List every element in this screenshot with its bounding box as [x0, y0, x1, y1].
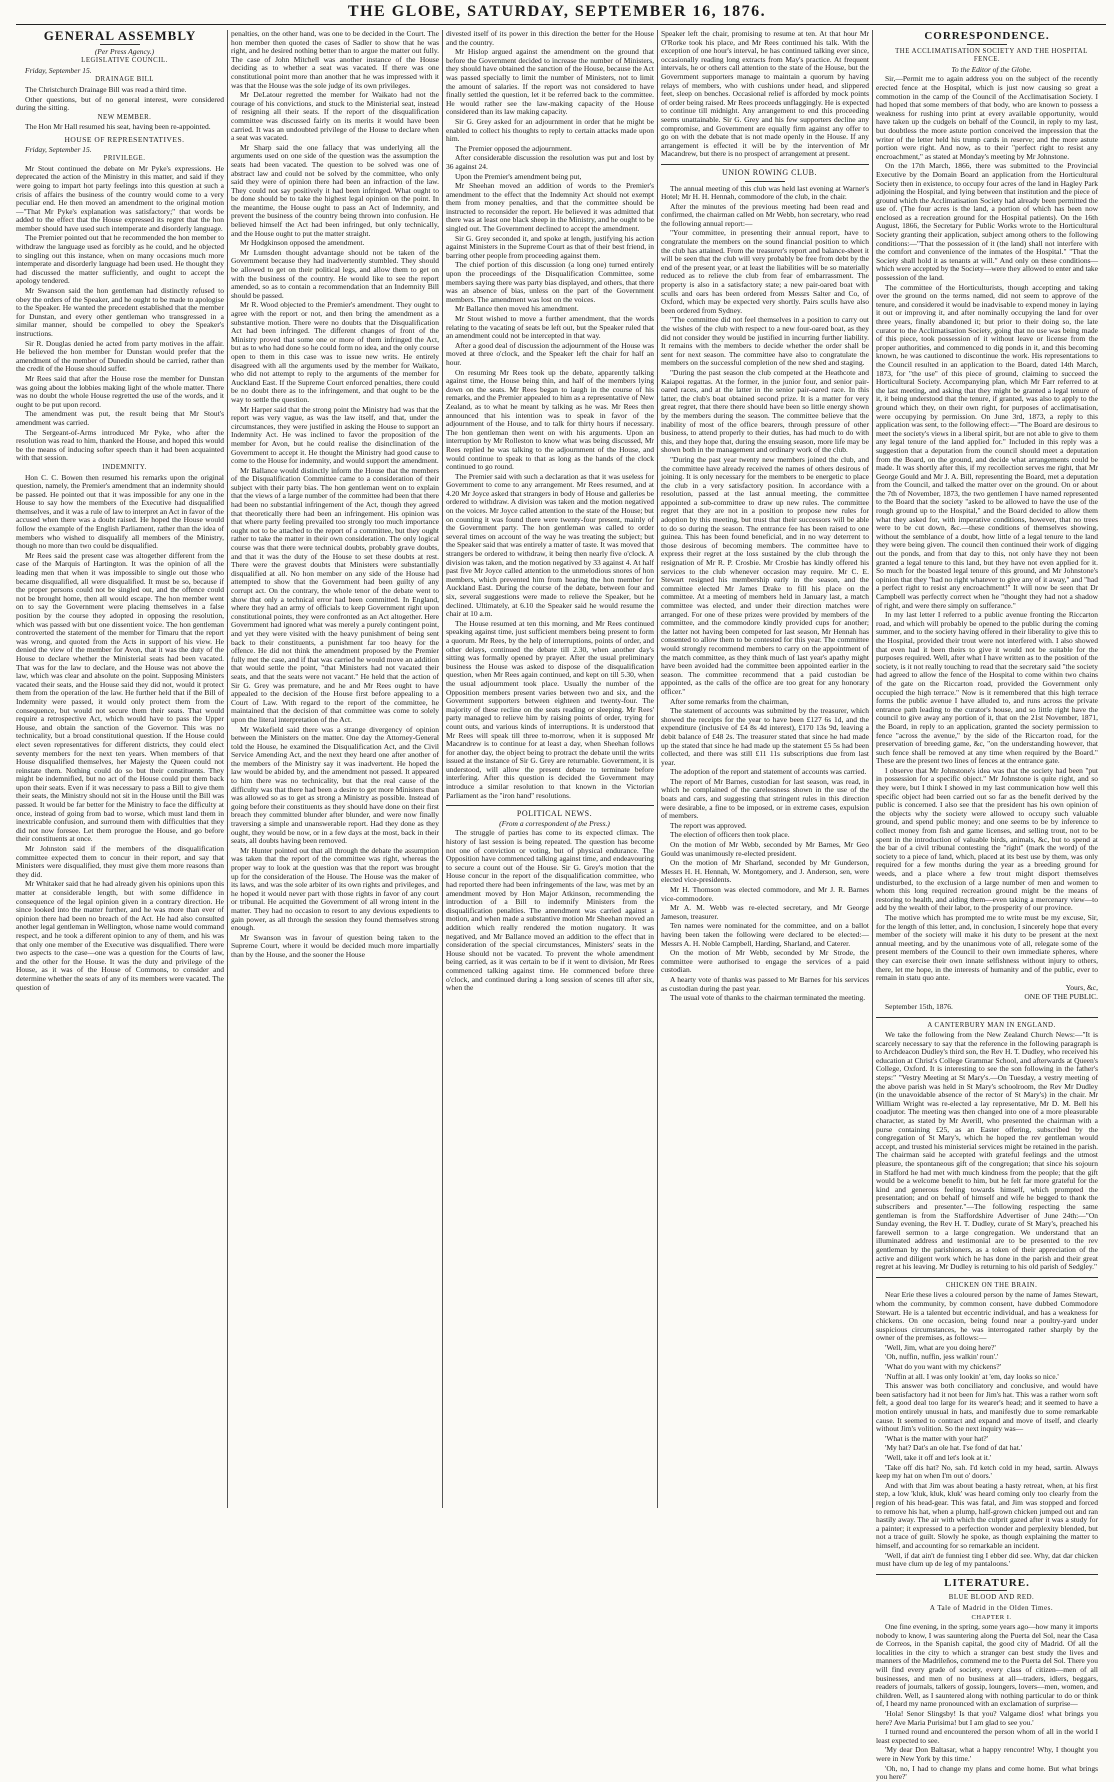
paragraph: Mr Rees said that after the House rose the member for Dunstan was going about the lobbies making light of the whole matter. There was no doubt the whole House regretted the use of the words, and it ought to be put upon record.	[16, 373, 224, 409]
general-assembly-heading: GENERAL ASSEMBLY	[43, 28, 197, 43]
paragraph: I observe that Mr Johnstone's idea was that the society had been "put in possession for a specific object." Mr Johnstone is quite right, and so they were, but I think I showed in my last communication how well this specific object had been carried out so far as the benefit derived by the public is concerned. I also see that the president has his own opinion of the objects why the society were allowed to occupy such valuable ground, and spend public money; and one seems to be by inference to collect money from fish and game licenses, and selling trout, not to be spent in the introduction of valuable birds, animals, &c, but to spend at the bar of a civil tribunal contesting the "right" (mark the word) of the society to a piece of land, which, placed at its best use by them, was only required for a few months during the year as a breeding ground for weeds, and a place where a few trout might disport themselves undisturbed, to the exclusion of a large number of men and women to whom this long required recreation ground might be the means of restoring to health, and aiding them—even taking a mercenary view—to add by the wealth of their labor, to the prosperity of our province.	[876, 765, 1098, 913]
paragraph: Mr A. M. Webb was re-elected secretary, and Mr George Jameson, treasurer.	[661, 903, 869, 921]
divider	[967, 44, 1007, 45]
paragraph: Mr Ballance then moved his amendment.	[455, 304, 579, 314]
paragraph: 'Oh, nuffin, nuffin, jess walkin' roun'.'	[885, 1352, 999, 1362]
masthead	[0, 0, 1114, 22]
paragraph: Mr Johnston said if the members of the disqualification committee expected them to concur in their report, and say that Ministers were disqualified, they must give them more reasons than they did.	[16, 844, 224, 879]
column-divider	[872, 30, 873, 1508]
paragraph: Sir G. Grey seconded it, and spoke at length, justifying his action against Ministers in the Supreme Court as that of their best friend, in barring other people from proceeding against them.	[446, 233, 654, 260]
paragraph: Mr Harper said that the strong point the Ministry had was that the report was very vague, as was the law itself, and that, under the circumstances, they were justified in asking the House to support an Indemnity Act. He was inclined to favor the proposition of the member for Avon, but he could realise the disinclination of the Government to accept it. He thought the Ministry had good cause to come to the House for indemnity, and would support the amendment.	[231, 404, 439, 466]
paragraph: Mr H. Thomson was elected commodore, and Mr J. R. Barnes vice-commodore.	[661, 885, 869, 903]
paragraph: On the 17th March, 1866, there was submitted to the Provincial Executive by the Domain Board an application from the Horticultural Society then in existence, to occupy four acres of the land in Hagley Park adjoining the Hospital, and lying between that institution and the piece of ground which the Acclimatisation Society had already been permitted the use of. (The four acres is the land, a portion of which has been now enclosed as a recreation ground for the Hospital patients). On the 16th August, 1866, the Secretary for Public Works wrote to the Horticultural Society granting their application, subject among others to the following conditions:—"That the possession of it (the land) shall not interfere with the comfort and convenience of the inmates of the Hospital." "That the Society shall hold it as tenants at will." And only on these conditions—which were accepted by the Society—were they allowed to enter and take possession of the land.	[876, 161, 1098, 283]
paragraph: "The committee did not feel themselves in a position to carry out the wishes of the club with respect to a new four-oared boat, as they did not consider they would be justified in incurring further liability. It remains with the members to decide whether the order shall be sent for next season. The committee have also to congratulate the members on the successful completion of the new shed and staging.	[661, 315, 869, 368]
rowing-club-heading: UNION ROWING CLUB.	[722, 167, 817, 177]
paragraph: Sir,—Permit me to again address you on the subject of the recently erected fence at the Hospital, which is just now causing so great a commotion in the camp of the Council of the Acclimatisation Society. I had hoped that some members of that body, who are known to possess a weakness for rushing into print at every available opportunity, would have taken up the cudgels on behalf of the Council, in reply to my last, but doubtless the more astute portion conceived the impression that the writer of the letter held his trump cards in reserve; and the more astute portion were right. And now, as to their "perfect right to resist any encroachment," as stated at Monday's meeting by Mr Johnstone.	[876, 74, 1098, 161]
drainage-bill-heading: DRAINAGE BILL	[95, 76, 154, 84]
paragraph: Upon the Premier's amendment being put,	[455, 171, 582, 181]
section-rule	[661, 164, 869, 165]
divider	[745, 181, 785, 182]
paragraph: 'My dear Don Baltasar, what a happy rencontre! Why, I thought you were in New York by this time.'	[876, 1745, 1098, 1763]
section-rule	[876, 1017, 1098, 1018]
letter-date: September 15th, 1876.	[885, 1001, 953, 1011]
council-heading: LEGISLATIVE COUNCIL.	[81, 57, 168, 65]
paragraph: I turned round and encountered the person whom of all in the world I least expected to see.	[876, 1727, 1098, 1745]
paragraph: Mr Hislop argued against the amendment on the ground that before the Government decided to increase the number of Ministers, they should have obtained the sanction of the House, because the Act was passed specially to limit the number of Ministers, not to limit the amount of salaries. If the report was not considered to have finally settled the question, let it be referred back to the committee. He would rather see the law-making capacity of the House considered than its law making capacity.	[446, 47, 654, 117]
chapter-heading: CHAPTER I.	[971, 1613, 1012, 1621]
paragraph: Sir G. Grey asked for an adjournment in order that he might be enabled to collect his thoughts to reply to certain attacks made upon him.	[446, 116, 654, 144]
paragraph: divested itself of its power in this direction the better for the House and the country.	[446, 29, 654, 47]
column-1	[16, 30, 224, 1510]
paragraph: 'Well, if dat ain't de funniest ting I ebber did see. Why, dat dar chicken must have clum up de leg of my pantaloons.'	[876, 1550, 1098, 1569]
indemnity-heading: INDEMNITY.	[102, 463, 147, 471]
political-news-heading: POLITICAL NEWS.	[516, 809, 593, 819]
paragraph: 'Oh, no, I had to change my plans and come home. But what brings you here?'	[876, 1763, 1098, 1782]
column-divider	[442, 30, 443, 1508]
paragraph: Mr Rees said the present case was altogether different from the case of the Marquis of Hartington. It was the opinion of all the leading men that when it was impossible to single out those who became disqualified, all were disqualified. It must be so, because if the proper persons could not be singled out, and the offence could not be brought home, then all would escape. The hon member went on to say the Government were placing themselves in a false position by the course they adopted in opposing the resolution, which was passed with but one dissentient voice. The hon gentleman controverted the statement of the member for Timaru that the report was wrong, and quoted from the Acts in support of his view. He denied the view of the member for Avon, that it was the duty of the House to declare whether the Ministerial seats had been vacated. That was for the law to declare, and the House was not above the law, which was clear and absolute on the point. Supposing Ministers vacated their seats, and the House said they did not, would it protect them from the operation of the law. He further held that if the Bill of Indemnity were passed, it would only protect them from the consequence, but would not secure them their seats. That would require a retrospective Act, which would have to pass the Upper House, and obtain the sanction of the Governor. This was no technicality, but a broad constitutional question. If the House could elect seven representatives for different districts, they could elect seventy members for the next ten years. When members of that House disqualified themselves, her Majesty the Queen could not reinstate them. Nothing could do so but their constituents. They might be indemnified, but no act of the House could put them back upon their seats. Even if it was necessary to pass a Bill to give them their seats, the Ministry should not sit in the House until the Bill was passed. It would be far better for the Ministry to face the difficulty at once, instead of going from bad to worse, which must land them in inextricable confusion, and surround them with difficulties that they did not now foresee. Let them prorogue the House, and go before their constituents at once.	[16, 550, 224, 844]
paragraph: The Premier pointed out that he recommended the hon member to withdraw the language used as forcibly as he could, and he objected to singling out this instance, when on many occasions much more intemperate and disorderly language had been used. He thought they had discussed the matter sufficiently, and ought to accept the apology tendered.	[16, 233, 224, 286]
paragraph: The statement of accounts was submitted by the treasurer, which showed the receipts for the year to have been £127 6s 1d, and the expenditure (inclusive of £4 8s 4d interest), £170 13s 9d, leaving a debit balance of £48 2s. The treasurer stated that since he had made up the stated that since he had made up the statement £5 5s had been collected, and there was still £11 11s subscriptions due from last year.	[661, 706, 869, 767]
paragraph: penalties, on the other hand, was one to be decided in the Court. The hon member then quoted the cases of Sadler to show that he was right, and he desired nothing better than to argue the matter out fully. The case of John Mitchell was another instance of the House deciding as to whether a seat was vacated. If there was one constitutional point more than another that he was impressed with it was that the House was the sole judge of its own privileges.	[231, 29, 439, 90]
paragraph: Mr Stout continued the debate on Mr Pyke's expressions. He deprecated the action of the Ministry in this matter, and said if they were going to impart hot party feelings into this question at such a crisis of affairs the business of the country would come to a very peculiar end. He then moved an amendment to the original motion—"That Mr Pyke's explanation was satisfactory;" that words be added to the effect that the House expressed its regret that the hon member should have used such intemperate and disorderly language.	[16, 163, 224, 233]
paragraph: Mr Whitaker said that he had already given his opinions upon this matter at considerable length, but with some diffidence in consequence of the legal opinion given in a contrary direction. He since looked into the matter further, and he was more than ever of opinion there had been no breach of the Act. He had also consulted another legal gentleman in Wellington, whose name would command respect, and he took a different opinion to any of them, and his was that only one member of the Executive was disqualified. There were two aspects to the case—one was a question for the Courts of law, and the other for the House. It was the duty and privilege of the House, as it was of the House of Commons, to consider and determine whether the seats of any of its members were vacated. The question of	[16, 879, 224, 992]
chicken-heading: CHICKEN ON THE BRAIN.	[945, 1281, 1038, 1289]
paragraph: On the motion of Mr Webb, seconded by Mr Barnes, Mr Geo Gould was unanimously re-elected president.	[661, 840, 869, 858]
paragraph: After a good deal of discussion the adjournment of the House was moved at three o'clock, and the Speaker left the chair for half an hour.	[446, 340, 654, 367]
paragraph: Mr R. Wood objected to the Premier's amendment. They ought to agree with the report or not, and then bring the amendment as a substantive motion. There were no doubts that the Disqualification Act had been infringed. The different changes of front of the Ministry proved that some one or more of them infringed the Act, but as to who had done so he could form no idea, and the only course open to them in this case was to issue new writs. He entirely disagreed with all the arguments used by the member for Waikato, who did not attempt to reply to the arguments of the member for Auckland East. If the Supreme Court enforced penalties, there could be no doubt there as to the infringement, and that ought to be the way to settle the question.	[231, 300, 439, 404]
paragraph: "During the past season the club competed at the Heathcote and Kaiapoi regattas. At the former, in the junior four, and senior pair-oared races, and at the latter in the senior pair-oared race. In this latter, the club's boat obtained second prize. It is a matter for very great regret, that there there should have been so little energy shown by the members during the season. The committee believe that the inability of most of the office bearers, through pressure of other business, to attend properly to their duties, has had much to do with this, and they hope that, during the ensuing season, more life may be shown both in the management and ordinary work of the club.	[661, 367, 869, 455]
paragraph: On resuming Mr Rees took up the debate, apparently talking against time, the House being thin, and half of the members lying down on the seats. Mr Rees began to laugh in the course of his remarks, and the Premier appealed to him as a representative of New Zealand, as to what he meant by talking as he was. Mr Rees then announced that his intention was to speak in favor of the adjournment of the House, and to talk for thirty hours if necessary. The hon gentleman then went on with his arguments. Upon an interruption by Mr Rolleston to know what was being discussed, Mr Rees replied he was talking to the adjournment of the House, and would continue to speak to that as long as the hands of the clock continued to go round.	[446, 367, 654, 472]
divider	[100, 44, 140, 45]
paragraph: Mr Wakefield said there was a strange divergency of opinion between the Ministers on the matter. One day the Attorney-General told the House, he examined the Disqualification Act, and the Civil Service Amending Act, and the next they heard one after another of the members of the Ministry say it was inadvertent. He hoped the law would be abided by, and the amendment not passed. It appeared to him there was no technicality, but that the real cause of the difficulty was that there had been a desire to get more Ministers than was allowed so as to get as strong a Ministry as possible. Instead of going before their constituents as they should have done on their first breach they committed blunder after blunder, and were now finally traversing a simple and unanswerable report. Had they done as they ought, they would be now, or in a few days at the most, back in their seats, all doubts having been removed.	[231, 724, 439, 846]
paragraph: The struggle of parties has come to its expected climax. The history of last session is being repeated. The question has become not one of conviction or voting, but of physical endurance. The Opposition have commenced talking against time, and endeavouring to secure a count out of the House. Sir G. Grey's motion that the House concur in the report of the disqualification committee, who had reported there had been infringements of the law, was met by an amendment moved by Hon Major Atkinson, recommending the introduction of a Bill to indemnify Ministers from the disqualification penalties. The amendment was carried against a motion, and when made a substantive motion Mr Sheehan moved an addition which really rendered the motion nugatory. It was negatived, and Mr Ballance moved an addition to the effect that in consideration of the special circumstances, Ministers' seats in the House should not be vacated. To prevent the whole amendment being carried, as it was certain to be if it went to division, Mr Rees commenced talking against time. He commenced before three o'clock, and continued during a long session of scenes till after six, when the	[446, 828, 654, 993]
paragraph: The usual vote of thanks to the chairman terminated the meeting.	[670, 993, 866, 1003]
privilege-heading: PRIVILEGE.	[103, 155, 146, 163]
press-agency-note: (Per Press Agency.)	[94, 46, 155, 56]
paragraph: Speaker left the chair, promising to resume at ten. At that hour Mr O'Rorke took his place, and Mr Rees continued his talk. With the exception of one hour's interval, he has continued talking ever since, occasionally reading long extracts from May's practice. At frequent intervals, he or others call attention to the state of the House, but the Government supporters manage to maintain a quorum by having relays of members, who with cushions under head, and slippered feet, sleep on benches. Occasional relief is afforded by mock points of order being raised. Mr Rees proceeds unflaggingly. He is expected to continue till midnight. Any arrangement to end this proceeding seems unattainable. Sir G. Grey and his few supporters decline any compromise, and Government are equally firm against any offer to go on with the debate that is not made openly in the House. If any arrangement is effected it will be by the intervention of Mr Macandrew, but there is no prospect of arrangement at present.	[661, 29, 869, 159]
political-news-source: (From a correspondent of the Press.)	[499, 818, 610, 828]
paragraph: The amendment was put, the result being that Mr Stout's amendment was carried.	[16, 409, 224, 427]
paragraph: Sir R. Douglas denied he acted from party motives in the affair. He believed the hon member for Dunstan would prefer that the amendment of the member of Dunedin should be carried, rather than the credit of the House should suffer.	[16, 338, 224, 374]
story-subtitle: A Tale of Madrid in the Olden Times.	[929, 1603, 1054, 1612]
new-member-heading: NEW MEMBER.	[97, 113, 152, 121]
section-rule	[876, 1574, 1098, 1575]
paragraph: Hon C. C. Bowen then resumed his remarks upon the original question, namely, the Premier's amendment that an indemnity should be passed. He pointed out that it was impossible for any one in the House to say how the members of the Executive had disqualified themselves, and it was a rule of law to interpret an Act in favor of the accused when there was a doubt raised. He hoped the House would follow the example of the English Parliament, rather than the idea of members who wished to disqualify all members of the Ministry, though no more than two could be disqualified.	[16, 472, 224, 551]
council-date: Friday, September 15.	[25, 65, 92, 75]
column-4	[661, 30, 869, 1510]
paragraph: Mr Swanson was in favour of question being taken to the Supreme Court, where it would be decided much more impartially than by the House, and the sooner the House	[231, 932, 439, 959]
paragraph: Mr Stout wished to move a further amendment, that the words relating to the vacating of seats be left out, but the Speaker ruled that an amendment could not be intercepted in that way.	[446, 314, 654, 341]
paragraph: Mr DeLatour regretted the member for Waikato had not the courage of his convictions, and stuck to the Ministerial seat, instead of resigning all their seats. If the report of the disqualification committee was discussed fairly on its merits it would have been carried. It was an undoubted privilege of the House to declare when a seat was vacated.	[231, 90, 439, 143]
acclimatisation-heading: THE ACCLIMATISATION SOCIETY AND THE HOSPITAL FENCE.	[895, 47, 1088, 64]
paragraph: After some remarks from the chairman,	[670, 696, 789, 706]
paragraph: Mr Sheehan moved an addition of words to the Premier's amendment to the effect that the Indemnity Act should not exempt them from money penalties, and that the committee should be instructed to reconsider the report. He believed it was admitted that there was at least one black sheep in the Ministry, and he ought to be singled out. The Government declined to accept the amendment.	[446, 181, 654, 234]
paragraph: The report of Mr Barnes, custodian for last season, was read, in which he complained of the carelessness shown in the use of the boats and cars, and suggesting that stringent rules in this direction were desirable, a fine to be imposed, or in extreme cases, expulsion of members.	[661, 776, 869, 821]
paragraph: Mr Swanson said the hon gentleman had distinctly refused to obey the orders of the Speaker, and he ought to be made to apologise to the Speaker. He wanted the precedent established that the member for Dunstan, and every other gentleman who transgressed in a similar manner, should be compelled to obey the Speaker's instructions.	[16, 286, 224, 338]
paragraph: The House resumed at ten this morning, and Mr Rees continued speaking against time, just sufficient members being present to form a quorum. Mr Rees, by the help of interruptions, points of order, and other delays, continued the debate till 2.30, when another day's sitting was formally opened by prayer. After the usual preliminary business the House was asked to dispose of the disqualification question, when Mr Rees again continued, and kept on till 5.30, when the usual adjournment took place. Usually the number of the Opposition members present varies between two and six, and the Government supporters between eighteen and twenty-four. The majority of these recline on the seats reading or sleeping. Mr Rees' party managed to relieve him by raising points of order, trying for count outs, and various kinds of interruptions. It is understood that Mr Rees will speak till three to-morrow, when it is supposed Mr Macandrew is to continue for at least a day, when Sheehan follows for another day, the object being to protract the debate until the writs issued at the instance of Sir G. Grey are returnable. Government, it is understood, will allow the present debate to terminate before interfering. After this question is decided the Government may introduce a similar resolution to that known in the Victorian Parliament as the "iron hand" resolutions.	[446, 618, 654, 800]
correspondence-heading: CORRESPONDENCE.	[924, 30, 1050, 42]
column-divider	[227, 30, 228, 1508]
paragraph: This answer was both conciliatory and conclusive, and would have been satisfactory had it not been for Jim's hat. This was a rather worn soft felt, a good deal too large for its wearer's head; and it seemed to have a motion entirely unusual in hats, and manifestly due to some remarkable cause. It seemed to contract and expand and move of itself, and clearly without Jim's volition. So the next inquiry was—	[876, 1381, 1098, 1434]
paragraph: 'Hola! Senor Slingsby! Is that you? Valgame dios! what brings you here? Ave Maria Purisima! but I am glad to see you.'	[876, 1709, 1098, 1727]
paragraph: The committee of the Horticulturists, though accepting and taking over the ground on the terms named, did not seem to approve of the tenure, and considered it would be inadvisable to expend money in laying it out or improving it, and after nominally occupying the land for over three years, finally abandoned it; but prior to their doing so, the late curator to the Acclimatisation Society, going that no use was being made of this piece, took possession of it without leave or license from the proper authorities, and commenced to dig ponds in it, and this becoming known, he was cautioned to discontinue the work. His representations to the Council resulted in an application to the Board, dated 14th March, 1873, for "the use" of this piece of ground, claiming to succeed the Horticultural Society. Accompanying plan, which Mr Farr referred to at the last meeting, and asking that they might be granted a legal tenure of it, it being understood that the tenure, if granted, was also to apply to the ground which they, on their own right, for purposes of acclimatisation, were occupying by permission. On June 3rd, 1873, a reply to this application was sent, to the following effect:—"The Board are desirous to meet the society's views in a liberal spirit, but are not able to give to them any legal tenure of the land applied for." Included in this reply was a suggestion that a deputation from the council should meet a deputation from the Board, on the ground, and decide what arrangements could be made. It was shortly after this, if my recollection serves me right, that Mr George Gould and Mr J. A. Bill, representing the Board, met a deputation from the Council, and talked the matter over on the ground. On or about the 7th of November, 1873, the two gentlemen I have named represented to the Board that the society "asked to be allowed to have the use of the rough ground up to the Hospital," and the Board decided to allow them what they asked for, with imperative conditions, however, that no trees were to be cut down, &c.—these conditions of themselves showing, without the semblance of a doubt, how little of a legal tenure to the land they were being given. The council then continued their work of digging out the ponds, and from that day to this, not only have they not been granted a legal tenure to this land, but they have not even applied for it. So much for the boasted legal tenure of this ground, and Mr Johnstone's opinion that they "had no right whatever to give any of it away," and "had a perfect right to resist any encroachment!" It will now be seen that Dr Campbell was perfectly correct when he "thought they had not a shadow of right, and were there simply on sufferance."	[876, 282, 1098, 610]
letter-closing: Yours, &c,	[1065, 982, 1098, 992]
paragraph: And with that Jim was about beating a hasty retreat, when, at his first step, a low 'kluk, kluk, kluk' was heard coming only too clearly from the region of his head-gear. This was fatal, and Jim was stopped and forced to remove his hat, when a plump, half-grown chicken jumped out and ran hastily away. The air with which the culprit gazed after it was a study for a painter; it expressed to a perfection wonder and perplexity blended, but not a trace of guilt. Slowly he spoke, as though explaining the matter to himself, and accounting for so remarkable an incident.	[876, 1480, 1098, 1550]
paragraph: "During the past year twenty new members joined the club, and the committee have already received the names of others desirous of joining. It is only necessary for the members to be energetic to place the club in a very satisfactory position. In accordance with a resolution, passed at the last annual meeting, the committee appointed a sub-committee to draw up new rules. The committee regret that they are not in a position to propose new rules for adoption by this meeting, but trust that their successors will be able to do so during the season. The entrance fee has been raised to one guinea. This has been found beneficial, and in no way deterrent to those desirous of becoming members. The committee have to express their regret at the loss sustained by the club through the resignation of Mr R. P. Crosbie. Mr Crosbie has kindly offered his services to the club whenever occasion may require. Mr C. E. Stewart resigned his membership early in the season, and the committee elected Mr James Drake to fill his place on the committee. At a meeting of members held in January last, a match committee was elected, and under their direction matches were arranged. For one of these prizes were provided by members of the committee, and the commodore kindly provided cups for another; the latter not having been competed for last season, Mr Hennah has consented to allow them to be contested for this year. The committee would strongly recommend members to carry on the appointment of the match committee, as they think much of last year's apathy might have been avoided had the committee been appointed earlier in the season. The committee recommend that a paid custodian be appointed, as the calls of the office are too great for any honorary officer."	[661, 454, 869, 696]
paragraph: The Hon Mr Hall resumed his seat, having been re-appointed.	[25, 122, 211, 132]
paragraph: The motive which has prompted me to write must be my excuse, Sir, for the length of this letter, and, in conclusion, I sincerely hope that every member of the society will make it his duty to be present at the next annual meeting, and by the unanimous vote of all, relegate some of the present members of the Council to their own immediate spheres, where they can exercise their own innate selfishness without injury to others, there, let me hope, in the interests of humanity and of the public, ever to remain in statu quo ante.	[876, 912, 1098, 983]
canterbury-heading: A CANTERBURY MAN IN ENGLAND.	[927, 1021, 1056, 1029]
paragraph: The Premier said with such a declaration as that it was useless for Government to come to any arrangement. Mr Rees resumed, and at 4.20 Mr Joyce asked that strangers in body of House and galleries be ordered to withdraw. A division was taken and the motion negatived on the voices. Mr Joyce called attention to the state of the House; but on counting it was found there were twenty-four present, mainly of the Government party. The hon gentleman was called to order several times on account of the way he was treating the subject; but the Speaker said that was entirely a matter of taste. It was moved that strangers be ordered to withdraw, it being then nearly five o'clock. A division was taken, and the motion negatived by 33 against 4. At half past five Mr Joyce called attention to the unmelodious snores of hon members, which prevented him from hearing the hon member for Auckland East. During the course of the debate, between four and six, several suggestions were made to relieve the Speaker, but he declined. Ultimately, at 6.10 the Speaker said he would resume the chair at 10 a.m.	[446, 471, 654, 619]
paragraph: Mr Hodgkinson opposed the amendment.	[240, 238, 365, 248]
paragraph: Ten names were nominated for the committee, and on a ballot having been taken the following were declared to be elected:—Messrs A. H. Noble Campbell, Harding, Sharland, and Caterer.	[661, 921, 869, 948]
paragraph: The report was approved.	[670, 820, 747, 830]
paragraph: In my last letter I referred to a public avenue fronting the Riccarton road, and which will probably be opened to the public during the coming summer, and to the society having offered in their liberality to give this to the Hospital, provided their trout were not interfered with. I also showed that even had it been theirs to give it would not be suitable for the purposes required. Well, after what I have written as to the position of the society, is it not really touching to read that the secretary said "the society had agreed to allow the fence of the Hospital to come within two chains of the gate on the Riccarton road, provided the Government only occupied the high terrace." Now is it remembered that this high terrace forms the public avenue I have alluded to, and runs across the private entrance path leading to the curator's house, and so little right have the council to give away any portion of it, that on the 21st November, 1871, the Board, in reply to an application, granted the society permission to fence "across the avenue," by the side of the Riccarton road, for the preservation of breeding game, &c, "on the understanding however, that such fence shall be removed at any time when required by the Board." These are the present two lines of fences at the entrance gate.	[876, 610, 1098, 766]
paragraph: Other questions, but of no general interest, were considered during the sitting.	[16, 94, 224, 113]
paragraph: The adoption of the report and statement of accounts was carried.	[670, 767, 867, 777]
column-divider	[657, 30, 658, 1508]
paragraph: 'Nuffin at all. I was only lookin' at 'em, day looks so nice.'	[885, 1371, 1059, 1381]
paragraph: We take the following from the New Zealand Church News:—"It is scarcely necessary to say that the reference in the following paragraph is to Archdeacon Dudley's third son, the Rev H. T. Dudley, who received his education at Christ's College Grammar School, and afterwards at Queen's College, Oxford. It is interesting to see the son following in the father's steps:" "Vestry Meeting at St Mary's.—On Tuesday, a vestry meeting of the above parish was held in St Mary's schoolroom, the Rev Mr Dudley (in the unavoidable absence of the rector of St Mary's) in the chair. Mr William Wright was re-elected a lay representative, Mr D. M. Bell his coadjutor. The meeting was then changed into one of a more pleasurable character, as stated by Mr Averill, who presented the chairman with a purse containing £25, as an Easter offering, subscribed by the congregation of St Mary's, which he hoped the rev gentleman would accept, and trusted his ministerial services might be retained in the parish. The chairman said he accepted with grateful feelings and the utmost pleasure, the spontaneous gift of the congregation; that since his sojourn in Stafford he had met with much kindness from the people; that the gift would be a welcome benefit to him, but he felt far more grateful for the kind and generous feeling towards himself, which prompted the presentation; and on behalf of himself and wife he begged to thank the subscribers and presenter."—The following respecting the same gentleman is from the Staffordshire Advertiser of June 24th:—"On Sunday evening, the Rev H. T. Dudley, curate of St Mary's, preached his farewell sermon to a large congregation. We understand that an illuminated address and testimonial are to be presented to the rev gentleman by the parishioners, as a token of their appreciation of the active and diligent work which he has done in the parish and their great regret at his leaving. Mr Dudley is returning to his old parish of Sedgley."	[876, 1030, 1098, 1272]
paragraph: After considerable discussion the resolution was put and lost by 36 against 24.	[446, 153, 654, 171]
paragraph: A hearty vote of thanks was passed to Mr Barnes for his services as custodian during the past year.	[661, 974, 869, 993]
paragraph: On the motion of Mr Sharland, seconded by Mr Gunderson, Messrs H. H. Hennah, W. Montgomery, and J. Anderson, sen, were elected vice-presidents.	[661, 858, 869, 885]
paragraph: Near Erie these lives a coloured person by the name of James Stewart, whom the community, by common consent, have dubbed Commodore Stewart. He is a talented but eccentric individual, and has a weakness for chickens. On one occasion, being found near a poultry-yard under suspicious circumstances, he was interrogated rather sharply by the owner of the premises, as follows:—	[876, 1290, 1098, 1343]
paragraph: Mr Hunter pointed out that all through the debate the assumption was taken that the report of the committee was right, whereas the proper way to look at the question was that the report was brought up for the consideration of the House. The House was the maker of its laws, and was the sole arbiter of its own rights and privileges, and he hoped it would never part with those rights in favor of any court or tribunal. He acquitted the Government of all wrong intent in the matter. They had no occasion to resort to any devious expedients to gain power, as all through the session they found themselves strong enough.	[231, 845, 439, 933]
story-title: BLUE BLOOD AND RED.	[948, 1594, 1035, 1602]
paragraph: 'Well, take it off and let's look at it.'	[885, 1453, 992, 1462]
paragraph: Mr Ballance would distinctly inform the House that the members of the Disqualification Committee came to a consideration of their subject with their party bias. The hon gentleman went on to explain that the views of a large number of the committee had been that there had been no substantial infringement of the Act, though they agreed that theoretically there had been an infringement. His opinion was that where party feeling prevailed too strongly too much importance ought not to be attached to the report of a committee, but they ought rather to take the matter in their own consideration. The only logical course was that there were technical doubts, probably grave doubts, and that it was the duty of the House to set these doubts at rest. There were the gravest doubts that Ministers were substantially disqualified at all. No hon member on any side of the House had attempted to show that the Government had been guilty of any corrupt act. On the contrary, the whole tenor of the debate went to show that only a technical error had been committed. In England, where they had an army of officials to keep Government right upon constitutional points, they were confronted as an Act altogether. Here Government had ignored what was merely a purely contingent point, and yet they were visited with the heavy punishment of being sent back to their constituents, a punishment far too heavy for the offence. He did not think the amendment proposed by the Premier fully met the case, and if that was carried he would move an addition that would settle the point, "that Ministers had not vacated their seats, and that the seats were not vacant." He held that the action of Sir G. Grey was premature, and he and Mr Rees ought to have appealed to the decision of the House first before appealing to a Court of Law. With regard to the report of the committee, he maintained that the decision of that committee was come to solely upon the literal interpretation of the Act.	[231, 465, 439, 724]
masthead-title: THE GLOBE, SATURDAY, SEPTEMBER 16, 1876.	[347, 3, 767, 20]
paragraph: The election of officers then took place.	[670, 830, 790, 840]
paragraph: The chief portion of this discussion (a long one) turned entirely upon the proceedings of the Disqualification Committee, some members saying there was party bias displayed, and others, that there was an absence of bias, unless on the part of the Government members. The amendment was lost on the voices.	[446, 260, 654, 304]
masthead-rule	[16, 24, 1106, 25]
paragraph: 'My hat? Dat's an ole hat. I'se fond of dat hat.'	[885, 1443, 1023, 1453]
letter-signature: ONE OF THE PUBLIC.	[1024, 992, 1098, 1002]
column-5	[876, 30, 1098, 1782]
paragraph: 'Well, Jim, what are you doing here?'	[885, 1342, 996, 1352]
paragraph: The Premier opposed the adjournment.	[455, 143, 572, 153]
to-the-editor: To the Editor of the Globe.	[951, 64, 1032, 74]
paragraph: 'What do you want with my chickens?'	[885, 1362, 1002, 1372]
paragraph: After the minutes of the previous meeting had been read and confirmed, the chairman called on Mr Webb, hon secretary, who read the following annual report:—	[661, 201, 869, 228]
column-2	[231, 30, 439, 1510]
paragraph: 'Take off dis hat? No, sah. I'd ketch cold in my head, sartin. Always keep my hat on when I'm out o' doors.'	[876, 1462, 1098, 1481]
paragraph: "Your committee, in presenting their annual report, have to congratulate the members on the sound financial position to which the club has attained. From the treasurer's report and balance-sheet it will be seen that the club will very probably be free from debt by the end of the present year, or at least the liabilities will be so materially reduced as to relieve the club from fear of embarrassment. The property is also in a satisfactory state; a new pair-oared boat with sculls and oars has been ordered from Messrs Salter and Co, of Oxford, which may be expected very shortly. Pairs sculls have also been ordered from Sydney.	[661, 228, 869, 315]
paragraph: On the motion of Mr Webb, seconded by Mr Strode, the committee were authorised to engage the services of a paid custodian.	[661, 948, 869, 975]
column-3	[446, 30, 654, 1510]
paragraph: The annual meeting of this club was held last evening at Warner's Hotel; Mr H. H. Hennah, commodore of the club, in the chair.	[661, 183, 869, 202]
divider	[967, 1590, 1007, 1591]
section-rule	[876, 1277, 1098, 1278]
paragraph: The Christchurch Drainage Bill was read a third time.	[25, 84, 187, 94]
paragraph: 'What is the matter with your hat?'	[885, 1433, 989, 1443]
paragraph: One fine evening, in the spring, some years ago—how many it imports nobody to know, I was sauntering along the Puerta del Sol, near the Casa de Correos, in the Spanish capital, the good city of Madrid. Of all the localities in the city to which a stranger can best study the lives and manners of the Madrileños, commend me to the Puerta del Sol. There you will find every grade of society, every class of citizen—men of all businesses, and men of no business at all—traders, idlers, beggars, readers of journals, talkers of gossip, loungers, lovers—men, women, and children. Well, as I sauntered along with nothing particular to do or think of, I heard my name pronounced with an exclamation of surprise—	[876, 1622, 1098, 1709]
house-heading: HOUSE OF REPRESENTATIVES.	[64, 134, 185, 144]
literature-heading: LITERATURE.	[944, 1576, 1030, 1589]
paragraph: Mr Sharp said the one fallacy that was underlying all the arguments used on one side of the question was the assumption the seats had been vacated. The question to be solved was one of abstract law and could not be solved by the committee, who only said they were of opinion there had been an infraction of the law. They could not say positively it had been infringed. What ought to be done should be to take the highest legal opinion on the point. In the meantime, the House ought to pass an Act of Indemnity, and prevent the business of the country being thrown into confusion. He believed himself the Act had been infringed, but only technically, and the House ought to put the matter straight.	[231, 142, 439, 238]
house-date: Friday, September 15.	[25, 144, 92, 154]
paragraph: Mr Lumsden thought advantage should not be taken of the Government because they had inadvertently stumbled. They should be allowed to get on their political legs, and allow them to get on with the business of the country. He would like to see the report amended, so as to contain a recommendation that an Indemnity Bill should be passed.	[231, 247, 439, 300]
section-rule	[446, 805, 654, 806]
paragraph: The Sergeant-of-Arms introduced Mr Pyke, who after the resolution was read to him, thanked the House, and hoped this would be the means of inducing softer speech than it had been acquainted with that session.	[16, 427, 224, 463]
